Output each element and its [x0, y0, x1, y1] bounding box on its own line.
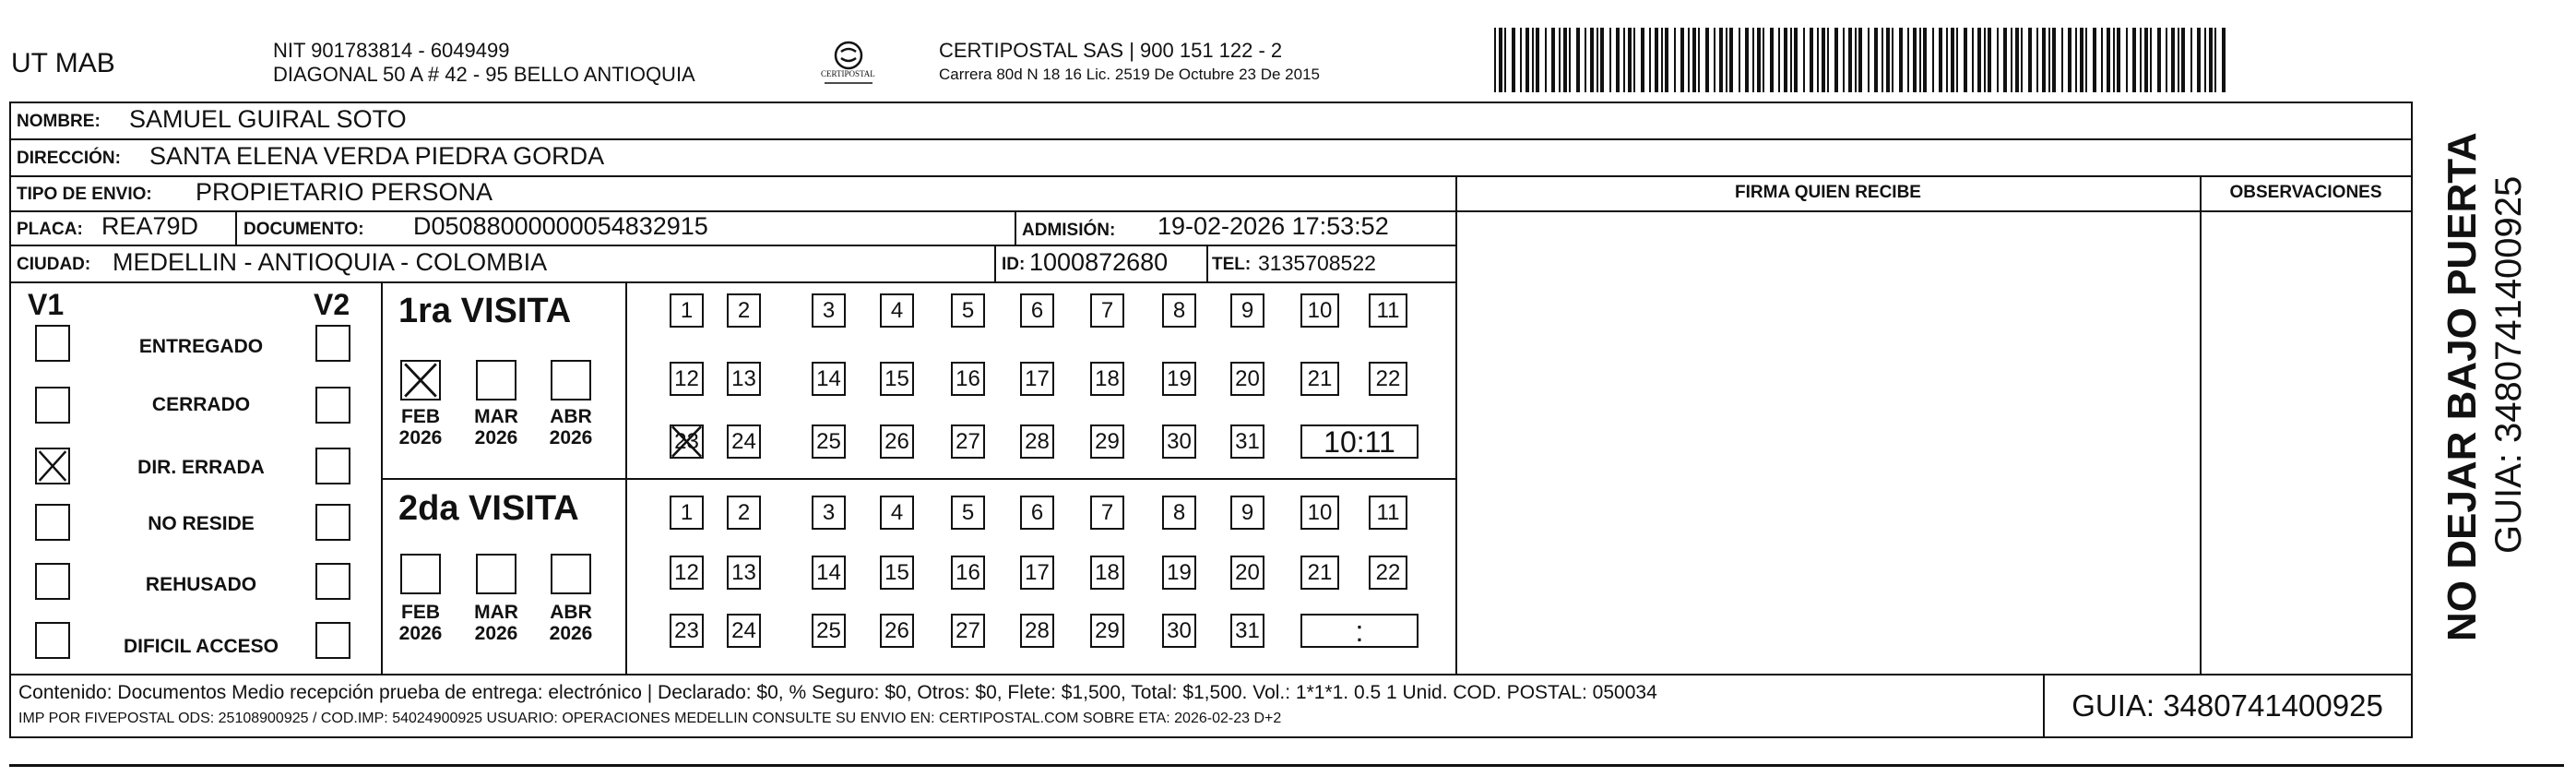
barcode-bar [1803, 28, 1805, 92]
v1-header: V1 [28, 288, 65, 321]
first-visit-day: 15 [880, 362, 914, 396]
barcode-bar [1585, 28, 1586, 92]
second-visit-day: 13 [727, 556, 761, 590]
month-name: FEB [401, 602, 440, 623]
first-visit-day: 29 [1090, 424, 1124, 459]
barcode-bar [1655, 28, 1658, 92]
barcode-bar [1886, 28, 1890, 92]
x-mark [670, 424, 704, 459]
first-visit-day: 28 [1020, 424, 1054, 459]
barcode-bar [2132, 28, 2136, 92]
barcode-bar [2178, 28, 2179, 92]
v1-checkbox [35, 325, 70, 362]
barcode-bar [1770, 28, 1774, 92]
month-label [393, 602, 448, 644]
company-address: DIAGONAL 50 A # 42 - 95 BELLO ANTIOQUIA [273, 63, 695, 86]
barcode-bar [1913, 28, 1917, 92]
ciudad-value: MEDELLIN - ANTIOQUIA - COLOMBIA [113, 248, 548, 276]
barcode-bar [2107, 28, 2110, 92]
second-visit-day: 24 [727, 614, 761, 648]
barcode-bar [1946, 28, 1948, 92]
barcode-bar [1834, 28, 1838, 92]
second-visit-day: 9 [1230, 496, 1264, 530]
barcode-bar [1997, 28, 1999, 92]
direccion-label: DIRECCIÓN: [17, 149, 121, 168]
first-visit-day: 11 [1369, 293, 1407, 328]
form-right-line [2411, 102, 2413, 738]
row-line [9, 674, 2413, 675]
first-visit-day: 10 [1300, 293, 1339, 328]
id-value: 1000872680 [1029, 248, 1169, 276]
second-visit-time: : [1300, 614, 1419, 648]
first-visit-day: 3 [812, 293, 846, 328]
second-visit-day: 8 [1162, 496, 1196, 530]
barcode-bar [2101, 28, 2103, 92]
first-visit-day: 18 [1090, 362, 1124, 396]
month-name: MAR [474, 406, 518, 427]
barcode-bar [1641, 28, 1644, 92]
admision-label: ADMISIÓN: [1022, 221, 1116, 240]
barcode-bar [2126, 28, 2128, 92]
second-visit-day: 22 [1369, 556, 1407, 590]
barcode-bar [1848, 28, 1852, 92]
row-line [9, 175, 2413, 177]
month-name: ABR [550, 406, 592, 427]
id-divider [994, 245, 996, 281]
first-visit-day: 5 [951, 293, 985, 328]
barcode-bar [1559, 28, 1561, 92]
row-line [9, 245, 1457, 246]
second-visit-title: 2da VISITA [398, 489, 579, 528]
tel-divider [1206, 245, 1208, 281]
month-checkbox [551, 360, 591, 400]
barcode-bar [2093, 28, 2096, 92]
barcode-bar [1532, 28, 1534, 92]
x-mark [402, 362, 439, 399]
barcode-bar [1729, 28, 1733, 92]
first-visit-day: 22 [1369, 362, 1407, 396]
barcode-bar [1633, 28, 1635, 92]
barcode-bar [2214, 28, 2216, 92]
barcode-bar [1525, 28, 1529, 92]
first-visit-day: 24 [727, 424, 761, 459]
footer-imp: IMP POR FIVEPOSTAL ODS: 25108900925 / COD.IMP: 54024900925 USUARIO: OPERACIONES MEDELLIN CONSULTE SU ENVIO EN: CERTIPOSTAL.COM SOBRE ETA: 2026-02-23 D+2 [18, 711, 1282, 726]
second-visit-day: 12 [670, 556, 704, 590]
first-visit-day: 20 [1230, 362, 1264, 396]
barcode-bar [2052, 28, 2056, 92]
barcode-bar [1794, 28, 1798, 92]
second-visit-day: 28 [1020, 614, 1054, 648]
footer-contents: Contenido: Documentos Medio recepción prueba de entrega: electrónico | Declarado: $0, % Seguro: $0, Otros: $0, Flete: $1,500, Total: $1,500. Vol.: 1*1*1. 0.5 1 Unid. COD. POSTAL: 050034 [18, 682, 1657, 703]
first-visit-day: 2 [727, 293, 761, 328]
barcode-bar [1843, 28, 1845, 92]
barcode-bar [2113, 28, 2115, 92]
month-checkbox [400, 360, 441, 400]
barcode-bar [1874, 28, 1878, 92]
v2-header: V2 [314, 288, 350, 321]
barcode-bar [2197, 28, 2201, 92]
footer-guia: GUIA: 3480741400925 [2071, 688, 2383, 723]
tel-value: 3135708522 [1258, 251, 1376, 275]
barcode-bar [1858, 28, 1862, 92]
tipo-envio-label: TIPO DE ENVIO: [17, 185, 152, 204]
barcode-bar [2028, 28, 2032, 92]
second-visit-day: 7 [1090, 496, 1124, 530]
observaciones-header: OBSERVACIONES [2229, 183, 2382, 202]
barcode-bar [1757, 28, 1761, 92]
second-visit-day: 23 [670, 614, 704, 648]
barcode-bar [1536, 28, 1539, 92]
barcode-bar [1984, 28, 1986, 92]
second-visit-day: 4 [880, 496, 914, 530]
first-visit-day: 27 [951, 424, 985, 459]
second-visit-day: 29 [1090, 614, 1124, 648]
barcode-bar [2166, 28, 2167, 92]
x-mark [37, 449, 68, 483]
second-visit-day: 1 [670, 496, 704, 530]
barcode-bar [1907, 28, 1909, 92]
month-checkbox [551, 554, 591, 594]
barcode-bar [1714, 28, 1715, 92]
barcode-bar [2048, 28, 2050, 92]
barcode-bar [1977, 28, 1981, 92]
barcode-bar [2003, 28, 2007, 92]
barcode-bar [2011, 28, 2012, 92]
barcode-bar [1964, 28, 1967, 92]
barcode-bar [1778, 28, 1780, 92]
month-name: MAR [474, 602, 518, 623]
v1-checkbox [35, 504, 70, 541]
barcode-bar [2222, 28, 2226, 92]
first-visit-day: 31 [1230, 424, 1264, 459]
barcode-bar [1919, 28, 1921, 92]
month-year: 2026 [398, 427, 443, 449]
barcode-bar [1597, 28, 1598, 92]
v1-checkbox [35, 448, 70, 484]
barcode-bar [2085, 28, 2087, 92]
status-label: NO RESIDE [148, 513, 255, 534]
first-visit-day: 4 [880, 293, 914, 328]
first-visit-day: 6 [1020, 293, 1054, 328]
barcode-bar [1719, 28, 1723, 92]
second-visit-day: 20 [1230, 556, 1264, 590]
barcode-bar [1810, 28, 1813, 92]
barcode-bar [1698, 28, 1700, 92]
second-visit-day: 10 [1300, 496, 1339, 530]
v1-checkbox [35, 387, 70, 424]
barcode-bar [1494, 28, 1496, 92]
month-year: 2026 [549, 427, 593, 449]
barcode-bar [1763, 28, 1764, 92]
barcode-bar [1817, 28, 1819, 92]
first-visit-day: 12 [670, 362, 704, 396]
barcode-bar [1855, 28, 1857, 92]
admision-value: 19-02-2026 17:53:52 [1157, 212, 1389, 240]
month-checkbox [476, 554, 516, 594]
form-top-line [9, 102, 2413, 103]
first-visit-day: 19 [1162, 362, 1196, 396]
month-label [469, 602, 524, 644]
second-visit-day: 2 [727, 496, 761, 530]
certipostal-title: CERTIPOSTAL SAS | 900 151 122 - 2 [939, 39, 1283, 62]
placa-divider [235, 210, 237, 245]
barcode-bar [1923, 28, 1927, 92]
month-label [543, 602, 599, 644]
barcode-bar [1569, 28, 1571, 92]
barcode-bar [1745, 28, 1749, 92]
v1-checkbox [35, 622, 70, 659]
barcode-bar [2075, 28, 2077, 92]
barcode-bar [1665, 28, 1668, 92]
barcode-bar [1563, 28, 1567, 92]
direccion-value: SANTA ELENA VERDA PIEDRA GORDA [149, 142, 605, 170]
second-visit-day: 5 [951, 496, 985, 530]
barcode-bar [1951, 28, 1954, 92]
barcode-bar [1784, 28, 1787, 92]
first-visit-day: 21 [1300, 362, 1339, 396]
first-visit-day: 17 [1020, 362, 1054, 396]
first-visit-day: 30 [1162, 424, 1196, 459]
second-visit-day: 26 [880, 614, 914, 648]
barcode-bar [1688, 28, 1690, 92]
barcode-bar [2144, 28, 2148, 92]
second-visit-day: 14 [812, 556, 846, 590]
status-label: DIR. ERRADA [137, 457, 265, 478]
barcode-bar [1616, 28, 1620, 92]
observaciones-divider [2200, 175, 2202, 674]
barcode-bar [1956, 28, 1958, 92]
barcode-bar [1551, 28, 1555, 92]
month-year: 2026 [474, 623, 518, 645]
second-visit-day: 31 [1230, 614, 1264, 648]
month-name: FEB [401, 406, 440, 427]
admision-divider [1015, 210, 1016, 245]
barcode-bar [2190, 28, 2192, 92]
nombre-value: SAMUEL GUIRAL SOTO [129, 105, 407, 133]
month-checkbox [400, 554, 441, 594]
row-line [9, 138, 2413, 140]
status-label: REHUSADO [145, 574, 257, 595]
barcode-bar [2150, 28, 2152, 92]
v2-checkbox [315, 563, 350, 600]
firma-divider [1455, 175, 1457, 674]
second-visit-day: 19 [1162, 556, 1196, 590]
barcode-bar [2080, 28, 2083, 92]
barcode-bar [2061, 28, 2063, 92]
barcode-bar [2157, 28, 2161, 92]
barcode-bar [1932, 28, 1934, 92]
month-name: ABR [550, 602, 592, 623]
barcode-bar [1705, 28, 1709, 92]
first-visit-day: 7 [1090, 293, 1124, 328]
first-visit-day: 14 [812, 362, 846, 396]
barcode-bar [1739, 28, 1740, 92]
nombre-label: NOMBRE: [17, 112, 101, 131]
company-name: UT MAB [11, 48, 115, 78]
barcode-bar [1600, 28, 1604, 92]
first-visit-day: 25 [812, 424, 846, 459]
placa-label: PLACA: [17, 220, 83, 239]
status-label: CERRADO [151, 394, 251, 415]
barcode-bar [1576, 28, 1580, 92]
v2-checkbox [315, 448, 350, 484]
v2-checkbox [315, 387, 350, 424]
barcode-bar [1674, 28, 1676, 92]
barcode-bar [1520, 28, 1522, 92]
form-left-line [9, 102, 11, 738]
barcode-bar [1752, 28, 1754, 92]
id-label: ID: [1002, 255, 1026, 274]
tel-label: TEL: [1212, 255, 1252, 274]
placa-value: REA79D [101, 212, 199, 240]
month-label [469, 406, 524, 448]
barcode-bar [2021, 28, 2023, 92]
first-visit-day: 26 [880, 424, 914, 459]
month-year: 2026 [398, 623, 443, 645]
barcode-bar [2117, 28, 2120, 92]
barcode-bar [2015, 28, 2019, 92]
company-nit: NIT 901783814 - 6049499 [273, 39, 510, 62]
day-x-mark [670, 424, 704, 459]
second-visit-day: 18 [1090, 556, 1124, 590]
ciudad-label: CIUDAD: [17, 255, 91, 274]
barcode-bar [1790, 28, 1792, 92]
barcode-bar [1988, 28, 1991, 92]
first-visit-day: 8 [1162, 293, 1196, 328]
second-visit-day: 30 [1162, 614, 1196, 648]
barcode-bar [1628, 28, 1632, 92]
month-label [543, 406, 599, 448]
barcode-bar [2171, 28, 2175, 92]
second-visit-day: 16 [951, 556, 985, 590]
second-visit-day: 27 [951, 614, 985, 648]
logo-text: CERTIPOSTAL [821, 69, 875, 78]
barcode-bar [1623, 28, 1625, 92]
no-dejar-warning: NO DEJAR BAJO PUERTA [2439, 132, 2485, 641]
barcode-bar [2204, 28, 2206, 92]
form-bottom-line [9, 736, 2413, 738]
barcode-bar [1822, 28, 1825, 92]
barcode-bar [1504, 28, 1506, 92]
second-visit-day: 3 [812, 496, 846, 530]
visit-split-line [381, 478, 1456, 480]
v2-checkbox [315, 325, 350, 362]
first-visit-day: 9 [1230, 293, 1264, 328]
second-visit-day: 17 [1020, 556, 1054, 590]
barcode-bar [1726, 28, 1727, 92]
month-checkbox [476, 360, 516, 400]
first-visit-day: 23 [670, 424, 704, 459]
status-label: ENTREGADO [138, 336, 264, 357]
month-year: 2026 [474, 427, 518, 449]
month-year: 2026 [549, 623, 593, 645]
tipo-envio-value: PROPIETARIO PERSONA [196, 178, 493, 206]
barcode-bar [2209, 28, 2213, 92]
second-visit-day: 6 [1020, 496, 1054, 530]
status-label: DIFICIL ACCESO [123, 636, 279, 657]
first-visit-day: 13 [727, 362, 761, 396]
barcode-bar [1692, 28, 1696, 92]
barcode-bar [1512, 28, 1515, 92]
barcode-bar [1649, 28, 1651, 92]
barcode-bar [1545, 28, 1547, 92]
v2-checkbox [315, 504, 350, 541]
barcode-bar [2181, 28, 2185, 92]
month-label [393, 406, 448, 448]
second-visit-day: 11 [1369, 496, 1407, 530]
side-guia: GUIA: 3480741400925 [2488, 175, 2529, 554]
barcode-bar [1590, 28, 1594, 92]
second-visit-day: 21 [1300, 556, 1339, 590]
barcode-bar [2068, 28, 2071, 92]
first-visit-day: 1 [670, 293, 704, 328]
second-visit-day: 25 [812, 614, 846, 648]
first-visit-time: 10:11 [1300, 424, 1419, 459]
barcode-bar [1868, 28, 1870, 92]
page-edge-line [9, 764, 2564, 767]
barcode-bar [2042, 28, 2046, 92]
barcode-bar [1972, 28, 1974, 92]
v1-checkbox [35, 563, 70, 600]
barcode-bar [1680, 28, 1684, 92]
first-visit-day: 16 [951, 362, 985, 396]
certipostal-logo [812, 37, 885, 92]
barcode [1494, 28, 2227, 92]
first-visit-title: 1ra VISITA [398, 292, 572, 330]
barcode-bar [1939, 28, 1942, 92]
documento-label: DOCUMENTO: [243, 220, 364, 239]
barcode-bar [1661, 28, 1663, 92]
barcode-bar [2140, 28, 2142, 92]
barcode-bar [1892, 28, 1893, 92]
barcode-bar [1899, 28, 1903, 92]
v2-checkbox [315, 622, 350, 659]
row-line [9, 281, 1457, 283]
barcode-bar [1609, 28, 1611, 92]
certipostal-address: Carrera 80d N 18 16 Lic. 2519 De Octubre 23 De 2015 [939, 66, 1320, 83]
barcode-bar [1499, 28, 1502, 92]
barcode-bar [2036, 28, 2038, 92]
second-visit-day: 15 [880, 556, 914, 590]
barcode-bar [1827, 28, 1829, 92]
firma-header: FIRMA QUIEN RECIBE [1735, 183, 1921, 202]
barcode-bar [1882, 28, 1883, 92]
documento-value: D05088000000054832915 [413, 212, 708, 240]
